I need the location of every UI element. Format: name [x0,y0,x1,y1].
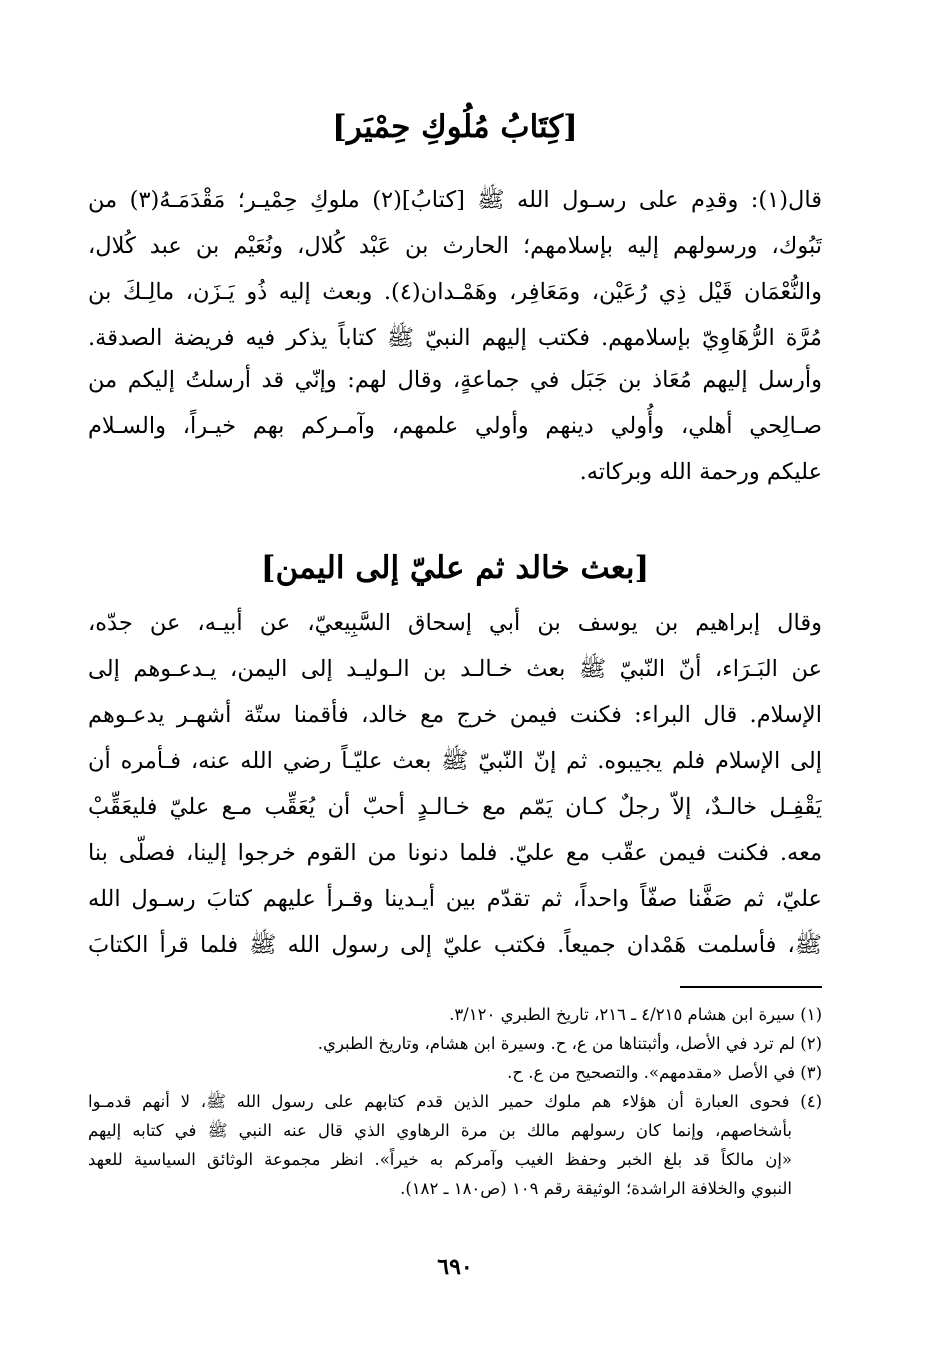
text-line: قال(١): وقدِم على رسـول الله ﷺ [كتابُ](٢) ملوكِ حِمْيـر؛ مَقْدَمَـهُ(٣) من [88,187,822,213]
text-line: تَبُوك، ورسولهم إليه بإسلامهم؛ الحارث بن عَبْد كُلال، ونُعَيْم بن عبد كُلال، [88,233,822,259]
footnotes [88,1000,822,1203]
text-line: عليّ، ثم صَفَّنا صفّاً واحداً، ثم تقدّم بين أيـدينا وقـرأ عليهم كتابَ رسـول الله [88,886,822,912]
footnote-2: (٢) لم ترد في الأصل، وأثبتناها من ع، ح. وسيرة ابن هشام، وتاريخ الطبري. [317,1034,822,1053]
text-line: مُرَّة الرُّهَاوِيّ بإسلامهم. فكتب إليهم النبيّ ﷺ كتاباً يذكر فيه فريضة الصدقة. [88,325,822,351]
footnote-4-line: النبوي والخلافة الراشدة؛ الوثيقة رقم ١٠٩ (ص١٨٠ ـ ١٨٢). [400,1179,792,1198]
text-line: صـالِحي أهلي، وأُولي دينهم وأولي علمهم، وآمـركم بهم خيـراً، والسـلام [88,413,822,439]
page-number: ٦٩٠ [437,1254,473,1280]
text-line: عليكم ورحمة الله وبركاته. [579,459,822,485]
text-line: يَقْفِـل خالـدٌ، إلاّ رجلٌ كـان يَمّم مع خـالـدٍ أحبّ أن يُعَقِّب مـع عليّ فليعَقِّبْ [88,794,822,820]
footnote-1: (١) سيرة ابن هشام ٤/٢١٥ ـ ٢١٦، تاريخ الطبري ٣/١٢٠. [449,1005,822,1024]
book-page [88,0,822,1363]
text-line: والنُّعْمَان قَيْل ذِي رُعَيْن، ومَعَافِر، وهَمْـدان(٤). وبعث إليه ذُو يَـزَن، مالِـكَ بن [88,279,822,305]
section-heading-himyar-kings: [كِتَابُ مُلُوكِ حِمْيَر] [332,109,578,145]
section-heading-khalid-ali-yemen: [بعث خالد ثم عليّ إلى اليمن] [260,550,650,586]
text-line: الإسلام. قال البراء: فكنت فيمن خرج مع خالد، فأقمنا ستّة أشهـر يدعـوهم [88,702,822,728]
text-line: معه. فكنت فيمن عقّب مع عليّ. فلما دنونا من القوم خرجوا إلينا، فصلّى بنا [88,840,822,866]
text-line: ﷺ، فأسلمت هَمْدان جميعاً. فكتب عليّ إلى رسول الله ﷺ فلما قرأ الكتابَ [88,932,822,958]
paragraph-himyar-kings [88,177,822,361]
footnote-4-line: بأشخاصهم، وإنما كان رسولهم مالك بن مرة الرهاوي الذي قال عنه النبي ﷺ في كتابه إليهم [88,1121,792,1140]
paragraph-khalid-ali-yemen [88,600,822,968]
footnote-divider [680,986,822,988]
footnote-4-line: (٤) فحوى العبارة أن هؤلاء هم ملوك حمير الذين قدم كتابهم على رسول الله ﷺ، لا أنهم قدمـوا [88,1092,822,1111]
text-line: عن البَـرَاء، أنّ النّبيّ ﷺ بعث خـالـد بن الـوليـد إلى اليمن، يـدعـوهم إلى [88,656,822,682]
text-line: وأرسل إليهم مُعَاذ بن جَبَل في جماعةٍ، وقال لهم: وإنّي قد أرسلتُ إليكم من [88,367,822,393]
footnote-3: (٣) في الأصل «مقدمهم». والتصحيح من ع. ح. [507,1063,822,1082]
paragraph-muadh-sent [88,357,822,495]
footnote-4-line: «إن مالكاً قد بلغ الخبر وحفظ الغيب وآمركم به خيراً». انظر مجموعة الوثائق السياسية للعهد [88,1150,792,1169]
text-line: وقال إبراهيم بن يوسف بن أبي إسحاق السَّبِيعيّ، عن أبيـه، عن جدّه، [88,610,822,636]
text-line: إلى الإسلام فلم يجيبوه. ثم إنّ النّبيّ ﷺ بعث عليّـاً رضي الله عنه، فـأمره أن [88,748,822,774]
